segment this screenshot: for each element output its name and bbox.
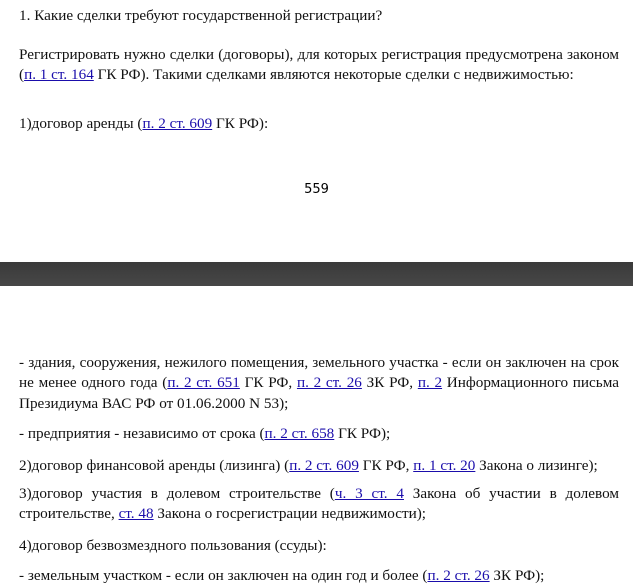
link-p2-st658[interactable]: п. 2 ст. 658 — [264, 425, 335, 442]
question-heading: 1. Какие сделки требуют государственной регистрации? — [19, 7, 383, 24]
document-page-bottom — [0, 286, 633, 588]
link-p2-st651[interactable]: п. 2 ст. 651 — [167, 374, 240, 392]
paragraph-registration-intro: Регистрировать нужно сделки (договоры), для которых регистрация предусмотрена законом (п. 1 ст. 164 ГК РФ). Такими сделками являются некоторые сделки с недвижимостью: — [19, 46, 619, 84]
link-p1-st164[interactable]: п. 1 ст. 164 — [24, 66, 94, 84]
document-page-top — [0, 0, 633, 262]
paragraph-lease-agreement: 1)договор аренды (п. 2 ст. 609 ГК РФ): — [19, 115, 269, 132]
link-p2-st609-leasing[interactable]: п. 2 ст. 609 — [289, 457, 359, 474]
link-p1-st20[interactable]: п. 1 ст. 20 — [413, 457, 476, 474]
link-p2-st609[interactable]: п. 2 ст. 609 — [142, 115, 213, 132]
paragraph-building-lease: - здания, сооружения, нежилого помещения, земельного участка - если он заключен на срок не менее одного года (п. 2 ст. 651 ГК РФ, п. 2 ст. 26 ЗК РФ, п. 2 Информационного письма Президиума ВАС РФ от 01.06.2000 N 53); — [19, 354, 619, 412]
paragraph-land-plot-use: - земельным участком - если он заключен на один год и более (п. 2 ст. 26 ЗК РФ); — [19, 567, 545, 584]
paragraph-enterprise-lease: - предприятия - независимо от срока (п. 2 ст. 658 ГК РФ); — [19, 425, 391, 442]
link-p2-st26-zk-2[interactable]: п. 2 ст. 26 — [427, 567, 490, 584]
link-p2-info-letter[interactable]: п. 2 — [417, 374, 443, 392]
paragraph-gratuitous-use: 4)договор безвозмездного пользования (ссуды): — [19, 537, 327, 554]
link-p2-st26-zk[interactable]: п. 2 ст. 26 — [296, 374, 362, 392]
page-number: 559 — [304, 182, 329, 197]
link-st48[interactable]: ст. 48 — [118, 505, 154, 523]
paragraph-leasing: 2)договор финансовой аренды (лизинга) (п. 2 ст. 609 ГК РФ, п. 1 ст. 20 Закона о лизинге); — [19, 457, 598, 474]
paragraph-shared-construction: 3)договор участия в долевом строительстве (ч. 3 ст. 4 Закона об участии в долевом строительстве, ст. 48 Закона о госрегистрации недвижимости); — [19, 485, 619, 523]
link-ch3-st4[interactable]: ч. 3 ст. 4 — [334, 485, 404, 502]
page-separator — [0, 262, 633, 286]
